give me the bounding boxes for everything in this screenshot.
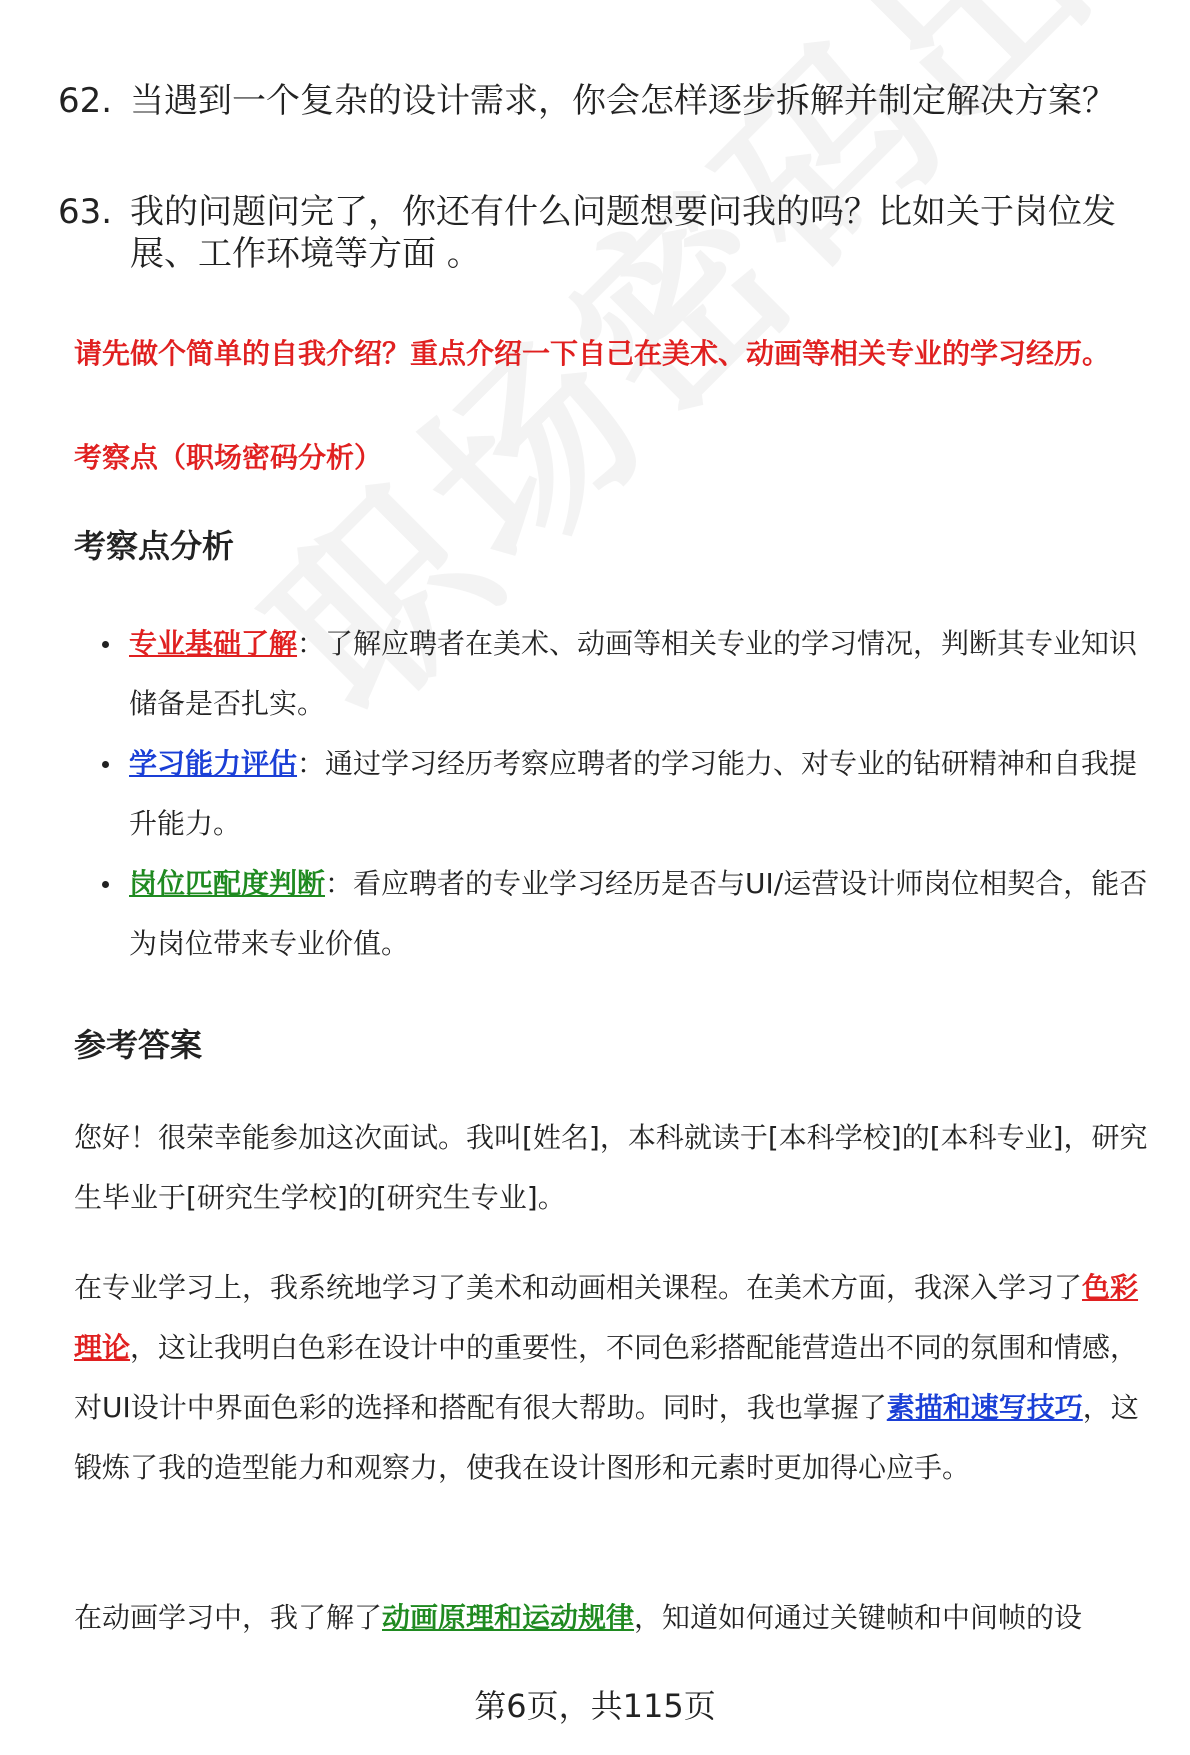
item-text: 通过学习经历考察应聘者的学习能力、对专业的钻研精神和自我提升能力。: [129, 747, 1138, 840]
bullet-icon: [102, 761, 109, 768]
question-number: 62.: [58, 81, 113, 121]
analysis-list: [74, 614, 1164, 974]
keyword-link[interactable]: 色彩理论: [74, 1271, 1139, 1364]
analysis-heading: 考察点分析: [74, 527, 235, 565]
keyword-link[interactable]: 素描和速写技巧: [886, 1391, 1083, 1424]
question-number: 63.: [58, 192, 113, 232]
question-63: [58, 191, 1148, 275]
interview-question: 请先做个简单的自我介绍？重点介绍一下自己在美术、动画等相关专业的学习经历。: [74, 337, 1111, 370]
bullet-icon: [102, 881, 109, 888]
paragraph-text: 在专业学习上，我系统地学习了美术和动画相关课程。在美术方面，我深入学习了: [74, 1271, 1083, 1304]
analysis-subtitle: 考察点（职场密码分析）: [74, 441, 383, 474]
question-62: [58, 80, 1148, 122]
keyword-link[interactable]: 专业基础了解: [129, 627, 298, 660]
keyword-link[interactable]: 动画原理和运动规律: [382, 1601, 635, 1634]
item-text: 看应聘者的专业学习经历是否与UI/运营设计师岗位相契合，能否为岗位带来专业价值。: [129, 867, 1148, 960]
page-footer: 第6页，共115页: [474, 1687, 716, 1725]
paragraph-text: 在动画学习中，我了解了: [74, 1601, 383, 1634]
paragraph-text: ，这让我明白色彩在设计中的重要性，不同色彩搭配能营造出不同的氛围和情感，对UI设计中界面色彩的选择和搭配有很大帮助。同时，我也掌握了: [74, 1331, 1139, 1424]
item-text: 了解应聘者在美术、动画等相关专业的学习情况，判断其专业知识储备是否扎实。: [129, 627, 1138, 720]
answer-heading: 参考答案: [74, 1026, 203, 1064]
answer-paragraph-2: [74, 1258, 1164, 1498]
answer-paragraph-1: 您好！很荣幸能参加这次面试。我叫[姓名]，本科就读于[本科学校]的[本科专业]，研究生毕业于[研究生学校]的[研究生专业]。: [74, 1121, 1148, 1214]
bullet-icon: [102, 641, 109, 648]
separator: ：: [325, 867, 354, 900]
keyword-link[interactable]: 岗位匹配度判断: [129, 867, 326, 900]
question-text: 当遇到一个复杂的设计需求，你会怎样逐步拆解并制定解决方案？: [130, 81, 1116, 121]
list-item: [74, 854, 1164, 974]
separator: ：: [297, 747, 326, 780]
question-text: 我的问题问完了，你还有什么问题想要问我的吗？比如关于岗位发展、工作环境等方面 。: [130, 192, 1116, 274]
separator: ：: [297, 627, 326, 660]
answer-paragraph-3: [74, 1588, 1164, 1648]
list-item: [74, 614, 1164, 734]
paragraph-text: ，这锻炼了我的造型能力和观察力，使我在设计图形和元素时更加得心应手。: [74, 1391, 1139, 1484]
keyword-link[interactable]: 学习能力评估: [129, 747, 298, 780]
paragraph-text: ，知道如何通过关键帧和中间帧的设: [634, 1601, 1083, 1634]
list-item: [74, 734, 1164, 854]
